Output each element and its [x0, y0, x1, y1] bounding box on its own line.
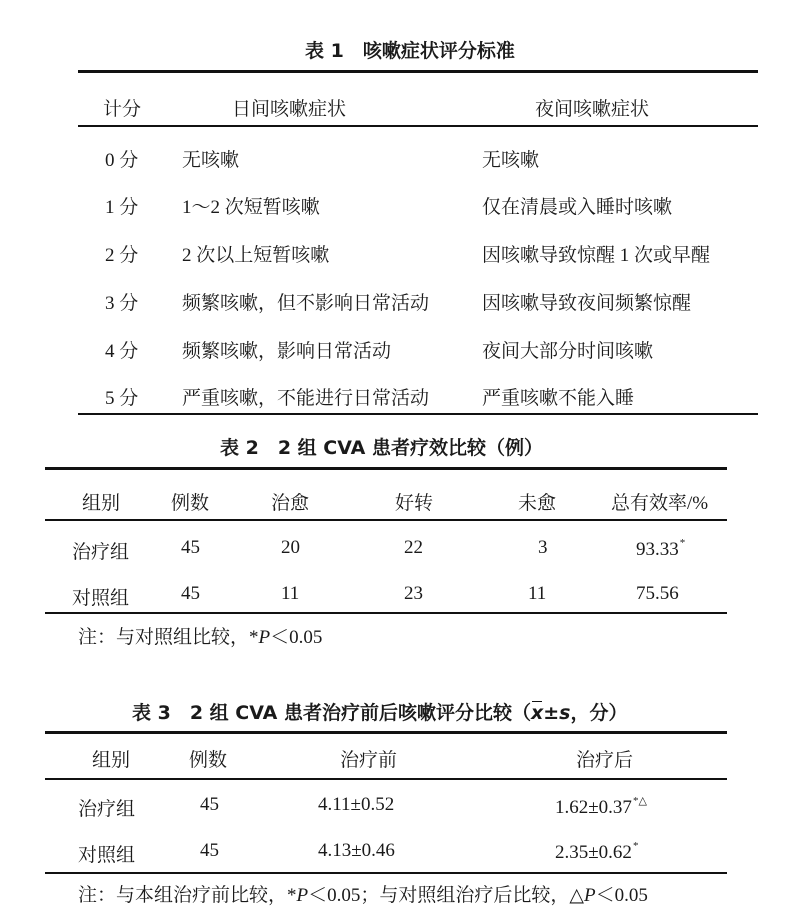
- table1-bottom-rule: [78, 413, 758, 415]
- table1-cell-score: 1 分: [105, 197, 139, 218]
- significance-mark: *: [679, 537, 686, 549]
- table1-cell-night: 因咳嗽导致夜间频繁惊醒: [482, 293, 692, 314]
- table1-header-rule: [78, 125, 758, 127]
- table2-footnote: [78, 622, 322, 649]
- table3-header-group: 组别: [92, 750, 131, 771]
- table2-cell-group: 治疗组: [72, 542, 130, 563]
- note-text: 注：与对照组比较，*: [78, 627, 259, 648]
- table2-cell-rate: 75.56: [636, 583, 679, 604]
- table2-cell-cured: 20: [281, 537, 300, 558]
- s-symbol: s: [559, 702, 571, 724]
- table1-cell-night: 严重咳嗽不能入睡: [482, 388, 635, 409]
- table2-header-rate: 总有效率/%: [611, 493, 709, 514]
- table1-cell-day: 2 次以上短暂咳嗽: [182, 245, 330, 266]
- table3-cell-after: [555, 794, 647, 819]
- table2-caption: 表 2 2 组 CVA 患者疗效比较（例）: [220, 437, 543, 459]
- significance-mark: *△: [632, 795, 647, 807]
- table1-cell-score: 2 分: [105, 245, 139, 266]
- table2-header-uncured: 未愈: [518, 493, 557, 514]
- table1-cell-score: 0 分: [105, 150, 139, 171]
- table1-cell-day: 1～2 次短暂咳嗽: [182, 197, 320, 218]
- table2-header-cured: 治愈: [271, 493, 310, 514]
- plus-minus-symbol: ±: [543, 702, 560, 724]
- table1-cell-day: 严重咳嗽，不能进行日常活动: [182, 388, 430, 409]
- table1-cell-day: 频繁咳嗽，影响日常活动: [182, 341, 392, 362]
- p-symbol: P: [296, 885, 309, 906]
- table3-cell-count: 45: [200, 840, 219, 861]
- table2-cell-cured: 11: [281, 583, 300, 604]
- table1-header-score: 计分: [103, 99, 142, 120]
- table1-cell-day: 频繁咳嗽，但不影响日常活动: [182, 293, 430, 314]
- table2-bottom-rule: [45, 612, 727, 614]
- table3-caption: [132, 698, 627, 725]
- table2-cell-count: 45: [181, 583, 200, 604]
- p-symbol: P: [584, 885, 596, 906]
- table3-cell-count: 45: [200, 794, 219, 815]
- table3-header-before: 治疗前: [340, 750, 398, 771]
- table3-bottom-rule: [45, 872, 727, 874]
- table3-header-rule: [45, 778, 727, 780]
- p-symbol: P: [258, 627, 271, 648]
- table1-top-rule: [78, 70, 758, 73]
- table3-cell-group: 治疗组: [78, 799, 136, 820]
- caption-text: ，分）: [570, 702, 628, 724]
- table1-cell-score: 3 分: [105, 293, 139, 314]
- x-bar-symbol: x: [530, 702, 544, 724]
- table1-cell-night: 夜间大部分时间咳嗽: [482, 341, 654, 362]
- table2-cell-uncured: 3: [538, 537, 548, 558]
- table1-cell-score: 4 分: [105, 341, 139, 362]
- table1-cell-night: 无咳嗽: [482, 150, 540, 171]
- table1-cell-night: 仅在清晨或入睡时咳嗽: [482, 197, 673, 218]
- table2-cell-rate: [636, 537, 685, 561]
- table3-header-count: 例数: [189, 750, 228, 771]
- table2-header-count: 例数: [171, 493, 210, 514]
- table2-header-improved: 好转: [395, 493, 434, 514]
- table1-header-day: 日间咳嗽症状: [232, 99, 347, 120]
- table2-cell-count: 45: [181, 537, 200, 558]
- note-text: 注：与本组治疗前比较，*: [78, 885, 297, 906]
- note-text: ＜0.05: [595, 885, 648, 906]
- after-value: 2.35±0.62: [555, 842, 632, 863]
- table1-caption: 表 1 咳嗽症状评分标准: [305, 40, 515, 62]
- table1-cell-night: 因咳嗽导致惊醒 1 次或早醒: [482, 245, 711, 266]
- table2-cell-group: 对照组: [72, 588, 130, 609]
- table2-cell-improved: 22: [404, 537, 423, 558]
- table3-cell-group: 对照组: [78, 845, 136, 866]
- table2-header-group: 组别: [82, 493, 121, 514]
- significance-mark: *: [632, 840, 639, 852]
- table3-top-rule: [45, 731, 727, 734]
- table1-cell-score: 5 分: [105, 388, 139, 409]
- table3-cell-before: 4.11±0.52: [318, 794, 395, 815]
- table2-cell-improved: 23: [404, 583, 423, 604]
- table3-cell-before: 4.13±0.46: [318, 840, 395, 861]
- note-text: ＜0.05: [270, 627, 323, 648]
- after-value: 1.62±0.37: [555, 797, 632, 818]
- caption-text: 表 3 2 组 CVA 患者治疗前后咳嗽评分比较（: [132, 702, 531, 724]
- note-text: ＜0.05；与对照组治疗后比较，△: [308, 885, 584, 906]
- table2-rate-value: 93.33: [636, 539, 679, 560]
- table2-cell-uncured: 11: [528, 583, 547, 604]
- table1-cell-day: 无咳嗽: [182, 150, 240, 171]
- table3-header-after: 治疗后: [576, 750, 634, 771]
- table3-cell-after: [555, 840, 638, 864]
- table2-top-rule: [45, 467, 727, 470]
- table1-header-night: 夜间咳嗽症状: [535, 99, 650, 120]
- table2-header-rule: [45, 519, 727, 521]
- table3-footnote: [78, 880, 648, 907]
